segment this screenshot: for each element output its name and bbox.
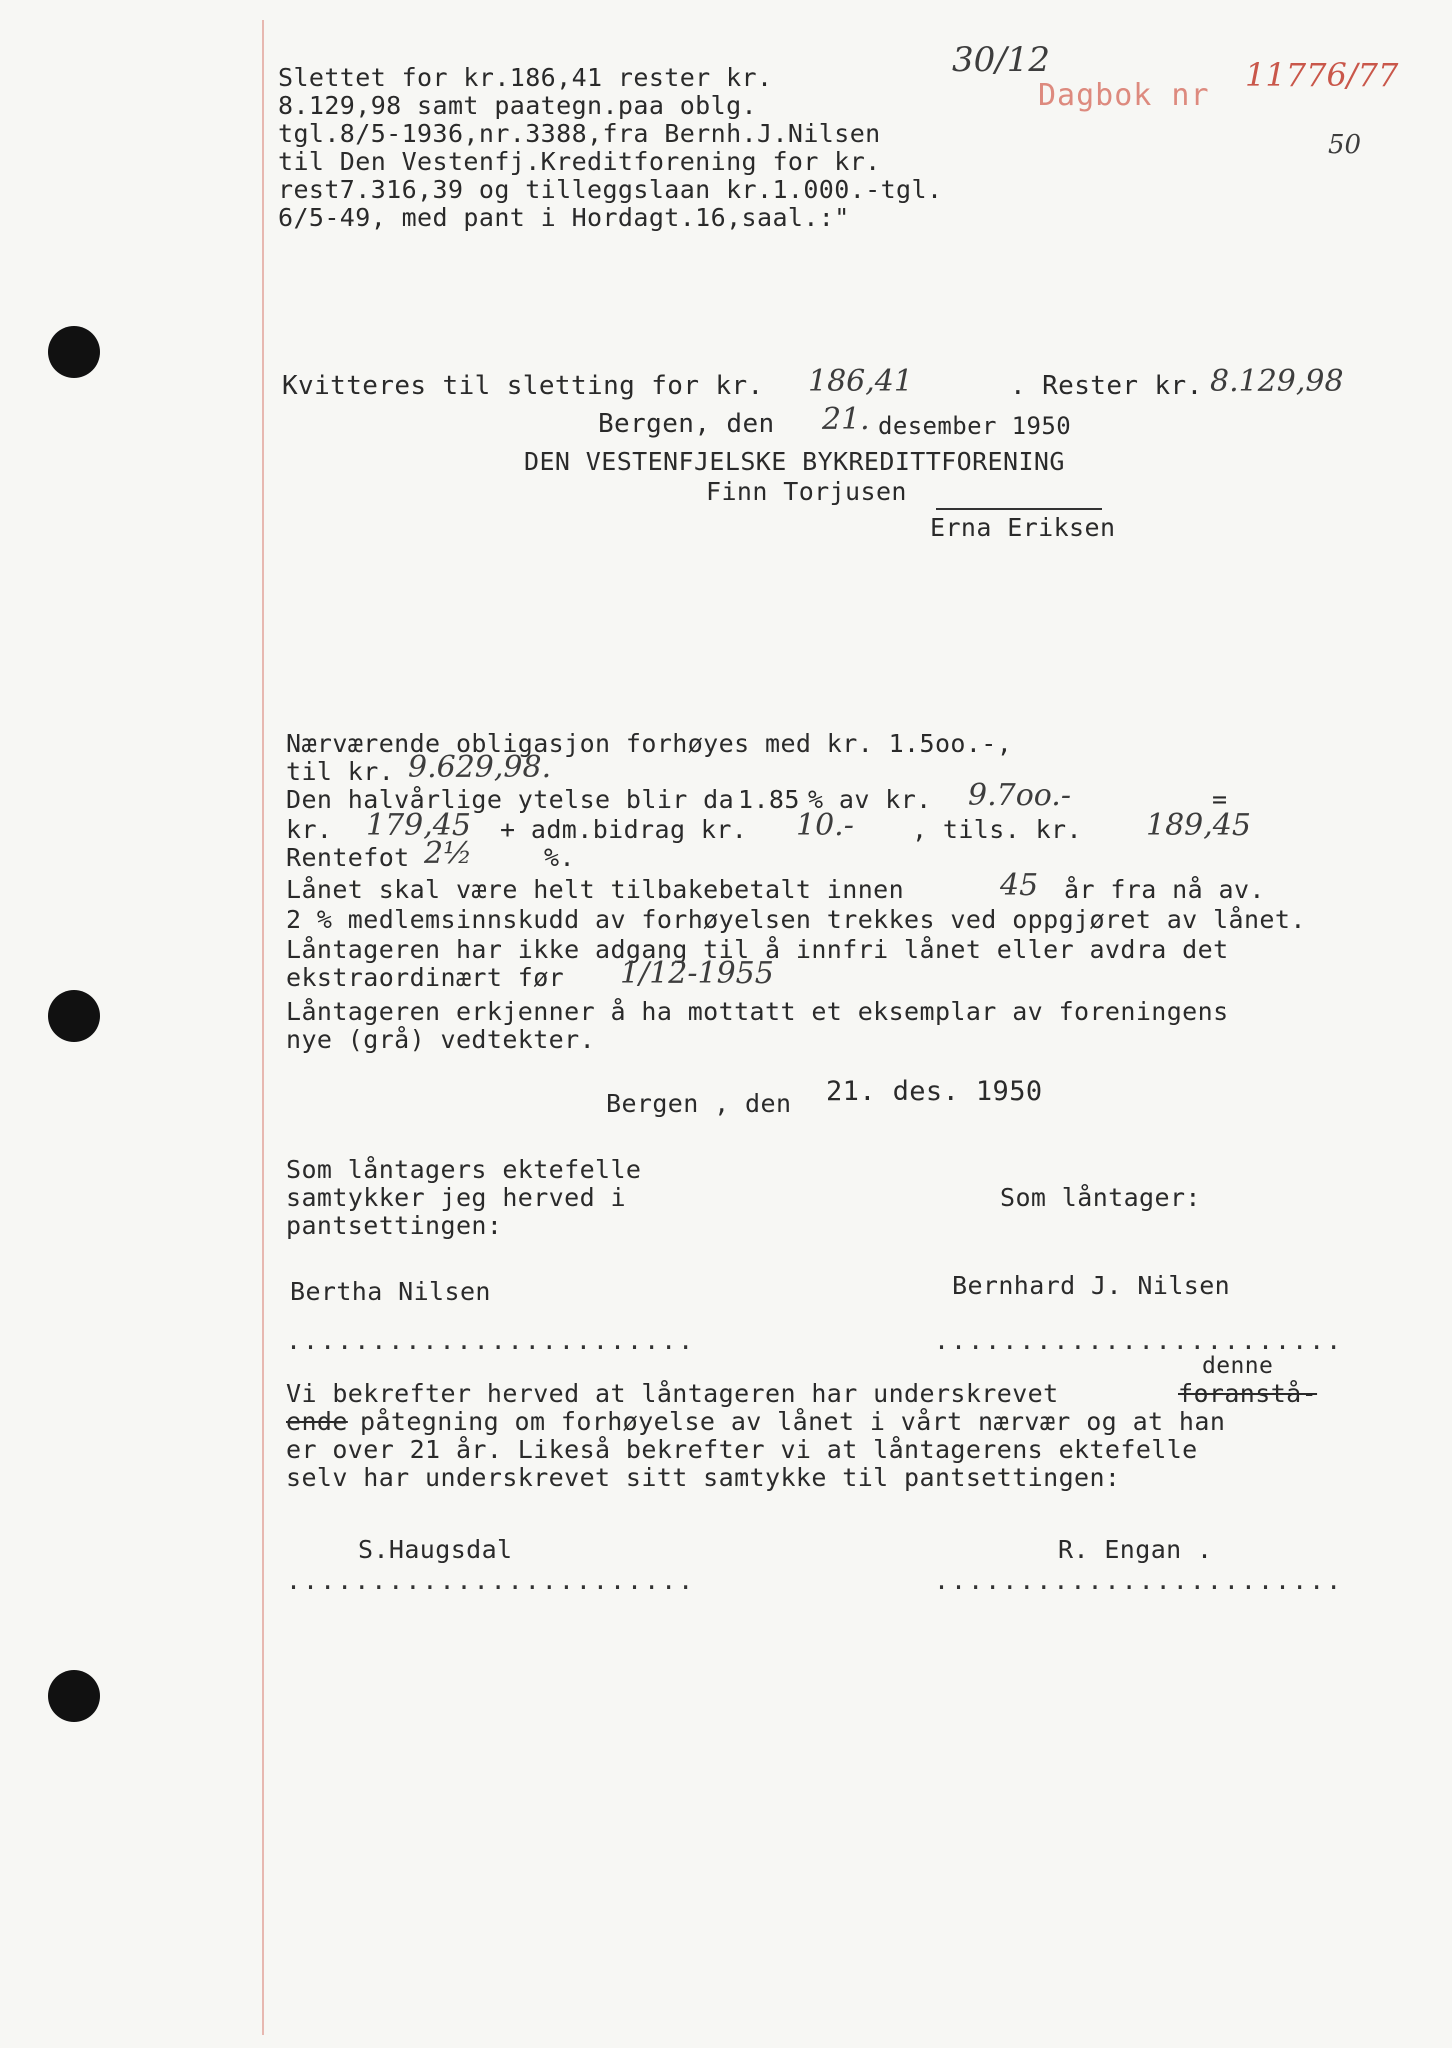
witness-signature-2: R. Engan . bbox=[1058, 1535, 1213, 1564]
witness-dot-line: ........................ bbox=[286, 1566, 696, 1595]
punch-hole-middle bbox=[48, 990, 100, 1042]
confirm-line: selv har underskrevet sitt samtykke til pantsettingen: bbox=[286, 1463, 1121, 1492]
margin-line bbox=[262, 20, 264, 2035]
body-line-label: %. bbox=[544, 843, 575, 872]
body-line-label: år fra nå av. bbox=[1064, 875, 1265, 904]
body-line-label: til kr. bbox=[286, 757, 395, 786]
header-line: 6/5-49, med pant i Hordagt.16,saal.:" bbox=[278, 203, 850, 232]
confirm-line: Vi bekrefter herved at låntageren har underskrevet bbox=[286, 1379, 1059, 1408]
receipt-rester-label: . Rester kr. bbox=[1010, 371, 1203, 401]
punch-hole-bottom bbox=[48, 1670, 100, 1722]
receipt-line-label: Kvitteres til sletting for kr. bbox=[282, 371, 764, 401]
body-line: 2 % medlemsinnskudd av forhøyelsen trekkes ved oppgjøret av lånet. bbox=[286, 905, 1306, 934]
no-prepayment-date: 1/12-1955 bbox=[620, 956, 774, 991]
receipt-date-day: 21. bbox=[822, 402, 870, 437]
body-line-label: + adm.bidrag kr. bbox=[500, 815, 748, 844]
body-line-label: , tils. kr. bbox=[912, 815, 1082, 844]
spouse-consent-line: Som låntagers ektefelle bbox=[286, 1155, 642, 1184]
receipt-place-date: Bergen, den bbox=[598, 409, 775, 439]
body-line-label: ekstraordinært før bbox=[286, 963, 565, 992]
header-line: Slettet for kr.186,41 rester kr. bbox=[278, 63, 773, 92]
header-line: 8.129,98 samt paategn.paa oblg. bbox=[278, 91, 757, 120]
spouse-consent-line: pantsettingen: bbox=[286, 1211, 503, 1240]
body-line-label: Rentefot bbox=[286, 843, 410, 872]
equals-sign: = bbox=[1212, 785, 1228, 814]
body-line: nye (grå) vedtekter. bbox=[286, 1025, 596, 1054]
header-line: tgl.8/5-1936,nr.3388,fra Bernh.J.Nilsen bbox=[278, 119, 881, 148]
admin-fee-amount: 10.- bbox=[796, 808, 854, 843]
stamp-year: 50 bbox=[1328, 130, 1362, 160]
receipt-amount-remaining: 8.129,98 bbox=[1210, 364, 1344, 399]
signature-underline bbox=[936, 508, 1102, 510]
body-line: Nærværende obligasjon forhøyes med kr. 1.5oo.-, bbox=[286, 729, 1013, 758]
receipt-signature-1: Finn Torjusen bbox=[706, 477, 907, 506]
spouse-consent-line: samtykker jeg herved i bbox=[286, 1183, 626, 1212]
installment-percent: 1.85 bbox=[738, 785, 800, 814]
witness-signature-1: S.Haugsdal bbox=[358, 1535, 513, 1564]
receipt-date-rest: desember 1950 bbox=[878, 412, 1072, 440]
struck-word: foranstå- bbox=[1178, 1379, 1318, 1408]
body-line-label: kr. bbox=[286, 815, 333, 844]
stamp-date-handwritten: 30/12 bbox=[952, 40, 1050, 80]
installment-amount: 179,45 bbox=[366, 808, 471, 843]
signature-dot-line: ........................ bbox=[286, 1326, 696, 1355]
confirm-line: er over 21 år. Likeså bekrefter vi at låntagerens ektefelle bbox=[286, 1435, 1198, 1464]
new-total-amount: 9.629,98. bbox=[408, 750, 552, 785]
borrower-label: Som låntager: bbox=[1000, 1183, 1201, 1212]
header-line: rest7.316,39 og tilleggslaan kr.1.000.-tgl. bbox=[278, 175, 943, 204]
struck-word: ende bbox=[286, 1407, 348, 1436]
receipt-organization: DEN VESTENFJELSKE BYKREDITTFORENING bbox=[524, 447, 1065, 476]
dagbok-number: 11776/77 bbox=[1245, 56, 1399, 94]
spouse-signature: Bertha Nilsen bbox=[290, 1277, 491, 1306]
body-line-label: Den halvårlige ytelse blir da bbox=[286, 785, 735, 814]
confirm-line: påtegning om forhøyelse av lånet i vårt nærvær og at han bbox=[360, 1407, 1226, 1436]
header-line: til Den Vestenfj.Kreditforening for kr. bbox=[278, 147, 881, 176]
witness-dot-line: ........................ bbox=[934, 1566, 1344, 1595]
body-date: 21. des. 1950 bbox=[826, 1076, 1043, 1107]
inserted-word: denne bbox=[1202, 1353, 1274, 1379]
body-line: Låntageren erkjenner å ha mottatt et eksemplar av foreningens bbox=[286, 997, 1229, 1026]
dagbok-stamp-label: Dagbok nr bbox=[1038, 78, 1210, 113]
installment-base-amount: 9.7oo.- bbox=[968, 778, 1071, 813]
receipt-amount-deleted: 186,41 bbox=[808, 364, 913, 399]
punch-hole-top bbox=[48, 326, 100, 378]
body-place: Bergen , den bbox=[606, 1089, 792, 1118]
body-line-label: % av kr. bbox=[808, 785, 932, 814]
signature-dot-line: ........................ bbox=[934, 1326, 1344, 1355]
body-line: Låntageren har ikke adgang til å innfri lånet eller avdra det bbox=[286, 935, 1229, 964]
installment-total: 189,45 bbox=[1146, 808, 1251, 843]
repayment-years: 45 bbox=[1000, 868, 1039, 903]
interest-rate: 2½ bbox=[424, 836, 473, 871]
borrower-signature: Bernhard J. Nilsen bbox=[952, 1271, 1231, 1300]
body-line-label: Lånet skal være helt tilbakebetalt innen bbox=[286, 875, 905, 904]
receipt-signature-2: Erna Eriksen bbox=[930, 513, 1116, 542]
